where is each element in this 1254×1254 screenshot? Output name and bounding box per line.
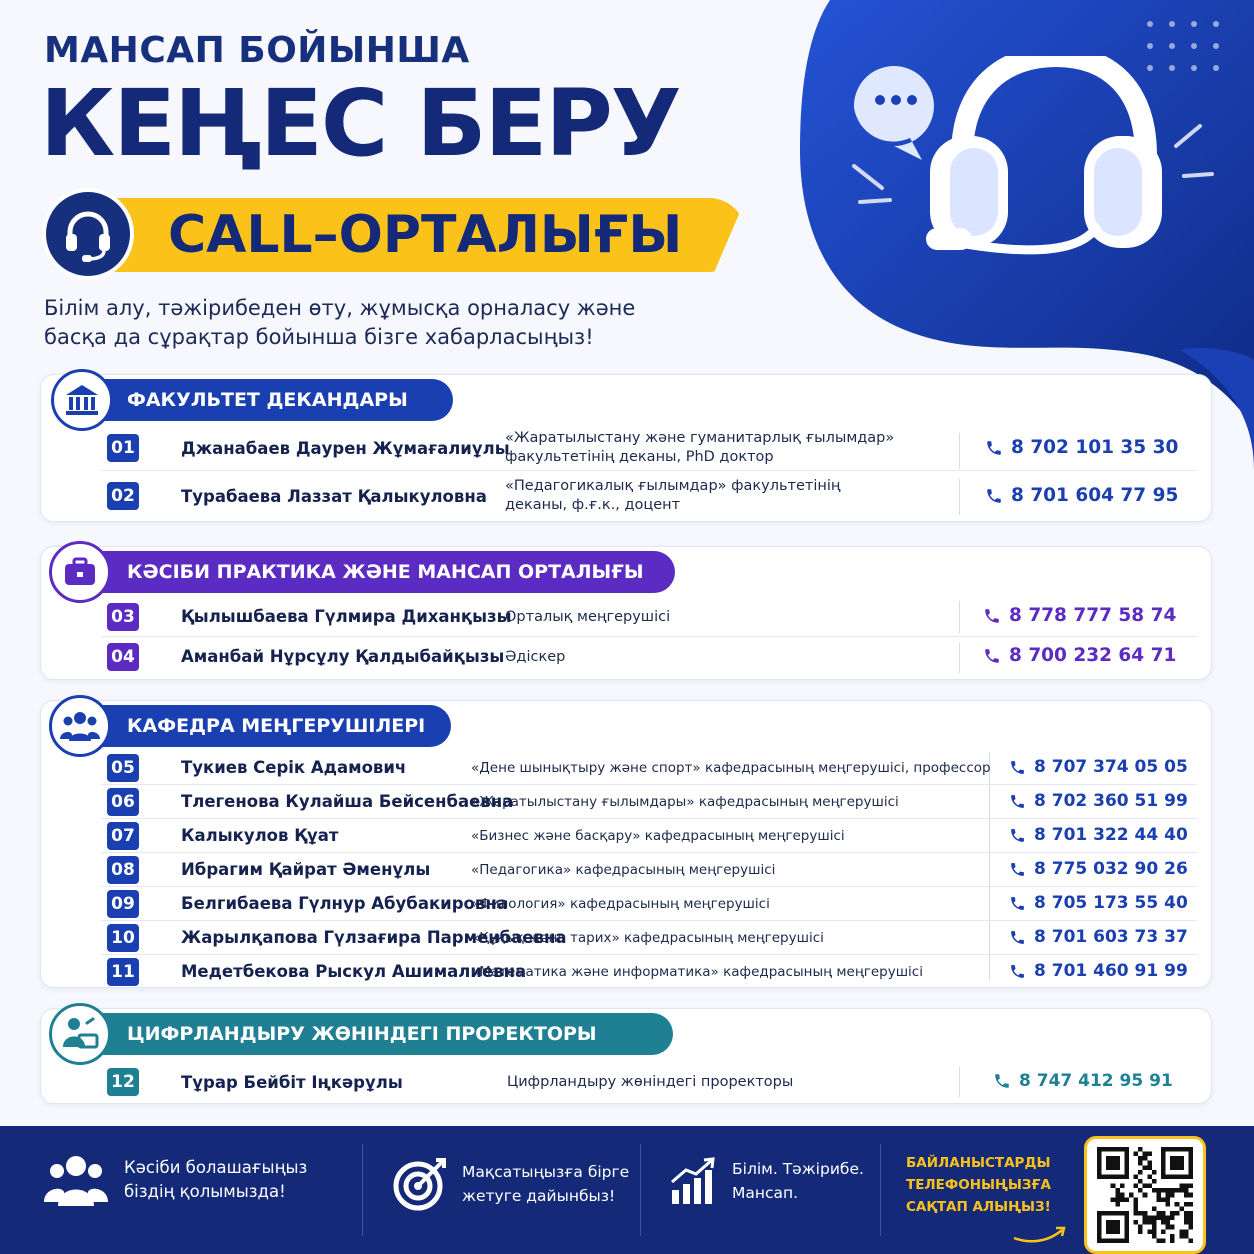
people-icon: [44, 1152, 108, 1208]
person-name: Тұрар Бейбіт Іңкәрұлы: [181, 1073, 403, 1092]
footer-item-goal: [392, 1156, 629, 1212]
headset-illustration-icon: [846, 56, 1216, 306]
person-name: Ибрагим Қайрат Әменұлы: [181, 860, 431, 879]
table-row: [101, 425, 1197, 471]
section-vice-rector-title: ЦИФРЛАНДЫРУ ЖӨНІНДЕГІ ПРОРЕКТОРЫ: [87, 1013, 673, 1055]
person-name: Калыкулов Құат: [181, 826, 339, 845]
footer-text: Білім. Тәжірибе.: [732, 1160, 864, 1178]
person-role: «Жаратылыстану ғылымдары» кафедрасының меңгерушісі: [471, 794, 899, 810]
person-role: Әдіскер: [505, 649, 566, 665]
phone-number[interactable]: 8 701 603 73 37: [1009, 927, 1188, 947]
qr-code-icon: [1097, 1147, 1193, 1243]
university-icon: [63, 381, 101, 419]
subtitle-line2: басқа да сұрақтар бойынша бізге хабарласыңыз!: [44, 325, 594, 349]
person-name: Қылышбаева Гүлмира Диханқызы: [181, 607, 512, 626]
phone-icon: [1009, 759, 1026, 776]
phone-icon: [1009, 895, 1026, 912]
person-name: Медетбекова Рыскул Ашималиевна: [181, 962, 527, 981]
table-row: [101, 785, 1197, 819]
phone-number[interactable]: 8 701 460 91 99: [1009, 961, 1188, 981]
row-number: 10: [107, 924, 139, 952]
person-role: «Дене шынықтыру және спорт» кафедрасының меңгерушісі, профессор: [471, 760, 991, 776]
row-number: 04: [107, 643, 139, 671]
person-name: Тукиев Серік Адамович: [181, 758, 407, 777]
call-center-label: CALL–ОРТАЛЫҒЫ: [168, 205, 683, 265]
phone-icon: [1009, 963, 1026, 980]
footer-divider: [880, 1144, 881, 1236]
table-row: [101, 639, 1197, 679]
row-number: 02: [107, 482, 139, 510]
phone-icon: [1009, 861, 1026, 878]
person-name: Аманбай Нұрсұлу Қалдыбайқызы: [181, 647, 505, 666]
section-department-heads-icon-wrap: [49, 695, 111, 757]
table-row: [101, 887, 1197, 921]
qr-code[interactable]: [1084, 1136, 1206, 1254]
person-role: «Құқық және тарих» кафедрасының меңгерушісі: [471, 930, 824, 946]
person-role: «Педагогикалық ғылымдар» факультетінің деканы, ф.ғ.к., доцент: [505, 478, 841, 513]
footer-divider: [640, 1144, 641, 1236]
phone-number[interactable]: 8 705 173 55 40: [1009, 893, 1188, 913]
target-icon: [392, 1156, 448, 1212]
phone-number[interactable]: 8 701 322 44 40: [1009, 825, 1188, 845]
section-vice-rector-icon-wrap: [49, 1003, 111, 1065]
phone-number[interactable]: 8 778 777 58 74: [983, 605, 1176, 626]
section-vice-rector-card: [40, 1008, 1212, 1104]
row-number: 07: [107, 822, 139, 850]
phone-icon: [1009, 793, 1026, 810]
person-role: «Математика және информатика» кафедрасының меңгерушісі: [471, 964, 923, 980]
table-row: [101, 1063, 1197, 1101]
person-name: Турабаева Лаззат Қалыкуловна: [181, 487, 487, 506]
section-career-center-card: [40, 546, 1212, 680]
phone-icon: [983, 647, 1001, 665]
section-deans-title: ФАКУЛЬТЕТ ДЕКАНДАРЫ: [87, 379, 453, 421]
phone-icon: [983, 607, 1001, 625]
table-row: [101, 819, 1197, 853]
phone-number[interactable]: 8 707 374 05 05: [1009, 757, 1188, 777]
phone-icon: [985, 487, 1003, 505]
save-contacts-text: БАЙЛАНЫСТАРДЫ ТЕЛЕФОНЫҢЫЗҒА САҚТАП АЛЫҢЫЗ!: [906, 1155, 1051, 1215]
person-role: «Филология» кафедрасының меңгерушісі: [471, 896, 770, 912]
phone-number[interactable]: 8 702 360 51 99: [1009, 791, 1188, 811]
section-department-heads-card: [40, 700, 1212, 988]
footer-text: Мақсатыңызға бірге: [462, 1163, 630, 1181]
phone-icon: [1009, 827, 1026, 844]
group-icon: [60, 709, 100, 743]
row-number: 12: [107, 1068, 139, 1096]
row-number: 03: [107, 603, 139, 631]
section-department-heads-title: КАФЕДРА МЕҢГЕРУШІЛЕРІ: [87, 705, 451, 747]
section-deans-icon-wrap: [51, 369, 113, 431]
briefcase-icon: [62, 554, 98, 590]
person-name: Тлегенова Кулайша Бейсенбаевна: [181, 792, 514, 811]
person-role: «Жаратылыстану және гуманитарлық ғылымдар» факультетінің деканы, PhD доктор: [505, 430, 895, 465]
phone-number[interactable]: 8 702 101 35 30: [985, 437, 1178, 458]
person-role: Цифрландыру жөніндегі проректоры: [507, 1074, 794, 1090]
section-career-center-title: КӘСІБИ ПРАКТИКА ЖӘНЕ МАНСАП ОРТАЛЫҒЫ: [87, 551, 675, 593]
table-row: [101, 751, 1197, 785]
table-row: [101, 921, 1197, 955]
phone-icon: [985, 439, 1003, 457]
footer-item-growth: [668, 1156, 864, 1206]
footer-text: жетуге дайынбыз!: [462, 1187, 616, 1205]
footer-item-future: [44, 1152, 307, 1208]
footer-text: Мансап.: [732, 1184, 799, 1202]
headset-icon: [58, 204, 118, 264]
growth-chart-icon: [668, 1156, 718, 1206]
section-career-center-icon-wrap: [49, 541, 111, 603]
section-deans-card: [40, 374, 1212, 522]
person-name: Джанабаев Даурен Жұмағалиұлы: [181, 439, 510, 458]
person-role: «Педагогика» кафедрасының меңгерушісі: [471, 862, 776, 878]
phone-number[interactable]: 8 700 232 64 71: [983, 645, 1176, 666]
row-number: 01: [107, 434, 139, 462]
subtitle: [44, 294, 684, 352]
phone-icon: [993, 1072, 1011, 1090]
row-number: 11: [107, 958, 139, 986]
arrow-icon: [1010, 1222, 1070, 1246]
phone-number[interactable]: 8 701 604 77 95: [985, 485, 1178, 506]
heading-line1: МАНСАП БОЙЫНША: [44, 30, 470, 71]
heading-line2: КЕҢЕС БЕРУ: [40, 70, 680, 177]
person-name: Белгибаева Гүлнур Абубакировна: [181, 894, 508, 913]
row-number: 08: [107, 856, 139, 884]
person-role: «Бизнес және басқару» кафедрасының меңгерушісі: [471, 828, 845, 844]
footer-divider: [362, 1144, 363, 1236]
person-name: Жарылқапова Гүлзағира Парменбаевна: [181, 928, 567, 947]
row-number: 05: [107, 754, 139, 782]
footer: [0, 1126, 1254, 1254]
table-row: [101, 473, 1197, 519]
person-role: Орталық меңгерушісі: [505, 609, 671, 625]
footer-text: Кәсіби болашағыңыз: [124, 1158, 308, 1177]
table-row: [101, 853, 1197, 887]
row-number: 09: [107, 890, 139, 918]
phone-number[interactable]: 8 747 412 95 91: [993, 1071, 1173, 1091]
row-number: 06: [107, 788, 139, 816]
phone-number[interactable]: 8 775 032 90 26: [1009, 859, 1188, 879]
call-badge: [42, 188, 134, 280]
table-row: [101, 597, 1197, 637]
table-row: [101, 955, 1197, 989]
footer-text: біздің қолымызда!: [124, 1182, 286, 1201]
presenter-icon: [61, 1015, 99, 1053]
phone-icon: [1009, 929, 1026, 946]
subtitle-line1: Білім алу, тәжірибеден өту, жұмысқа орналасу және: [44, 296, 636, 320]
